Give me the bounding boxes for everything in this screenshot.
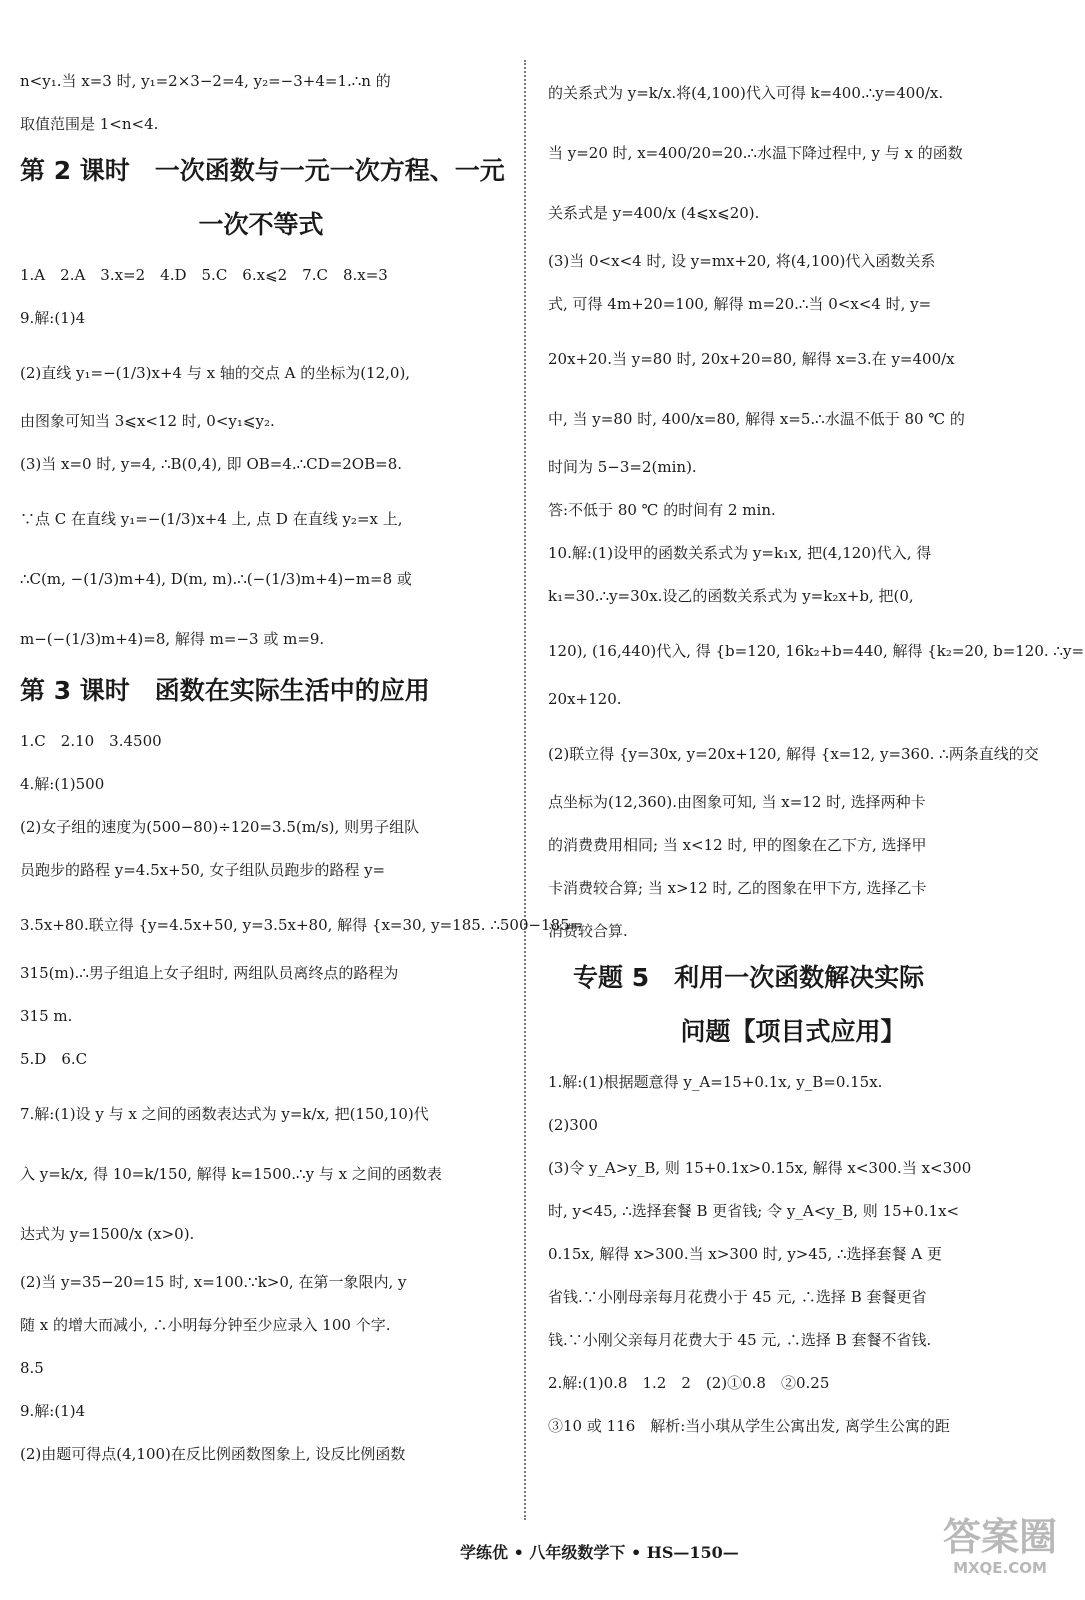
answer-line: 时, y<45, ∴选择套餐 B 更省钱; 令 y_A<y_B, 则 15+0.1x< <box>548 1202 960 1220</box>
answer-line: 消费较合算. <box>548 922 628 940</box>
answer-line: k₁=30.∴y=30x.设乙的函数关系式为 y=k₂x+b, 把(0, <box>548 587 914 605</box>
answer-line: (2)女子组的速度为(500−80)÷120=3.5(m/s), 则男子组队 <box>20 818 420 836</box>
section-heading: 专题 5 利用一次函数解决实际 <box>548 963 925 992</box>
answer-line: 315 m. <box>20 1007 73 1025</box>
answer-line: (2)当 y=35−20=15 时, x=100.∵k>0, 在第一象限内, y <box>20 1273 407 1291</box>
section-heading: 第 3 课时 函数在实际生活中的应用 <box>20 676 430 705</box>
answer-line: (2)由题可得点(4,100)在反比例函数图象上, 设反比例函数 <box>20 1445 406 1463</box>
answer-line: 315(m).∴男子组追上女子组时, 两组队员离终点的路程为 <box>20 964 399 982</box>
answer-line: 9.解:(1)4 <box>20 1402 86 1420</box>
answer-line: ∵点 C 在直线 y₁=−(1/3)x+4 上, 点 D 在直线 y₂=x 上, <box>20 510 403 528</box>
section-heading: 第 2 课时 一次函数与一元一次方程、一元 <box>20 156 505 185</box>
answer-line: 7.解:(1)设 y 与 x 之间的函数表达式为 y=k/x, 把(150,10)代 <box>20 1105 429 1123</box>
answer-line: 1.C 2.10 3.4500 <box>20 732 162 750</box>
answer-line: 关系式是 y=400/x (4⩽x⩽20). <box>548 204 760 222</box>
watermark-url: MXQE.COM <box>953 1559 1047 1577</box>
answer-line: 10.解:(1)设甲的函数关系式为 y=k₁x, 把(4,120)代入, 得 <box>548 544 932 562</box>
column-divider <box>524 60 526 1520</box>
answer-line: 答:不低于 80 ℃ 的时间有 2 min. <box>548 501 776 519</box>
answer-line: 5.D 6.C <box>20 1050 88 1068</box>
answer-line: 的关系式为 y=k/x.将(4,100)代入可得 k=400.∴y=400/x. <box>548 84 944 102</box>
answer-line: 中, 当 y=80 时, 400/x=80, 解得 x=5.∴水温不低于 80 ℃ 的 <box>548 410 965 428</box>
answer-line: 120), (16,440)代入, 得 {b=120, 16k₂+b=440, 解得 {k₂=20, b=120. ∴y= <box>548 642 1085 660</box>
answer-line: 达式为 y=1500/x (x>0). <box>20 1225 195 1243</box>
answer-line: (2)联立得 {y=30x, y=20x+120, 解得 {x=12, y=360. ∴两条直线的交 <box>548 745 1039 763</box>
answer-line: 由图象可知当 3⩽x<12 时, 0<y₁⩽y₂. <box>20 412 275 430</box>
watermark-text: 答案圈 <box>942 1515 1057 1559</box>
answer-line: 钱.∵小刚父亲每月花费大于 45 元, ∴选择 B 套餐不省钱. <box>548 1331 932 1349</box>
answer-line: 时间为 5−3=2(min). <box>548 458 697 476</box>
answer-line: ③10 或 116 解析:当小琪从学生公寓出发, 离学生公寓的距 <box>548 1417 950 1435</box>
section-heading: 一次不等式 <box>198 210 324 239</box>
answer-line: (3)当 x=0 时, y=4, ∴B(0,4), 即 OB=4.∴CD=2OB=8. <box>20 455 403 473</box>
answer-line: 9.解:(1)4 <box>20 309 86 327</box>
section-heading: 问题【项目式应用】 <box>680 1017 906 1046</box>
answer-line: 随 x 的增大而减小, ∴小明每分钟至少应录入 100 个字. <box>20 1316 391 1334</box>
answer-line: 20x+20.当 y=80 时, 20x+20=80, 解得 x=3.在 y=400/x <box>548 350 955 368</box>
answer-line: 取值范围是 1<n<4. <box>20 115 159 133</box>
answer-line: 20x+120. <box>548 690 622 708</box>
answer-line: 入 y=k/x, 得 10=k/150, 解得 k=1500.∴y 与 x 之间的函数表 <box>20 1165 442 1183</box>
answer-line: 0.15x, 解得 x>300.当 x>300 时, y>45, ∴选择套餐 A 更 <box>548 1245 942 1263</box>
answer-line: (2)300 <box>548 1116 598 1134</box>
answer-line: 3.5x+80.联立得 {y=4.5x+50, y=3.5x+80, 解得 {x=30, y=185. ∴500−185= <box>20 916 583 934</box>
answer-line: 1.A 2.A 3.x=2 4.D 5.C 6.x⩽2 7.C 8.x=3 <box>20 266 388 284</box>
answer-line: 员跑步的路程 y=4.5x+50, 女子组队员跑步的路程 y= <box>20 861 386 879</box>
answer-line: 省钱.∵小刚母亲每月花费小于 45 元, ∴选择 B 套餐更省 <box>548 1288 927 1306</box>
answer-line: (3)当 0<x<4 时, 设 y=mx+20, 将(4,100)代入函数关系 <box>548 252 936 270</box>
right-column <box>548 70 1085 1458</box>
answer-line: m−(−(1/3)m+4)=8, 解得 m=−3 或 m=9. <box>20 630 325 648</box>
answer-line: 当 y=20 时, x=400/20=20.∴水温下降过程中, y 与 x 的函数 <box>548 144 963 162</box>
page-footer: 学练优 • 八年级数学下 • HS—150— <box>460 1543 739 1562</box>
answer-line: 卡消费较合算; 当 x>12 时, 乙的图象在甲下方, 选择乙卡 <box>548 879 927 897</box>
answer-line: (3)令 y_A>y_B, 则 15+0.1x>0.15x, 解得 x<300.当 x<300 <box>548 1159 972 1177</box>
answer-line: (2)直线 y₁=−(1/3)x+4 与 x 轴的交点 A 的坐标为(12,0), <box>20 364 411 382</box>
watermark-logo <box>925 1515 1075 1577</box>
answer-line: 8.5 <box>20 1359 44 1377</box>
answer-line: 的消费费用相同; 当 x<12 时, 甲的图象在乙下方, 选择甲 <box>548 836 927 854</box>
answer-line: 4.解:(1)500 <box>20 775 105 793</box>
answer-line: 1.解:(1)根据题意得 y_A=15+0.1x, y_B=0.15x. <box>548 1073 883 1091</box>
answer-line: n<y₁.当 x=3 时, y₁=2×3−2=4, y₂=−3+4=1.∴n 的 <box>20 72 391 90</box>
answer-line: 点坐标为(12,360).由图象可知, 当 x=12 时, 选择两种卡 <box>548 793 926 811</box>
answer-line: 2.解:(1)0.8 1.2 2 (2)①0.8 ②0.25 <box>548 1374 830 1392</box>
answer-line: ∴C(m, −(1/3)m+4), D(m, m).∴(−(1/3)m+4)−m=8 或 <box>20 570 412 588</box>
answer-line: 式, 可得 4m+20=100, 解得 m=20.∴当 0<x<4 时, y= <box>548 295 932 313</box>
